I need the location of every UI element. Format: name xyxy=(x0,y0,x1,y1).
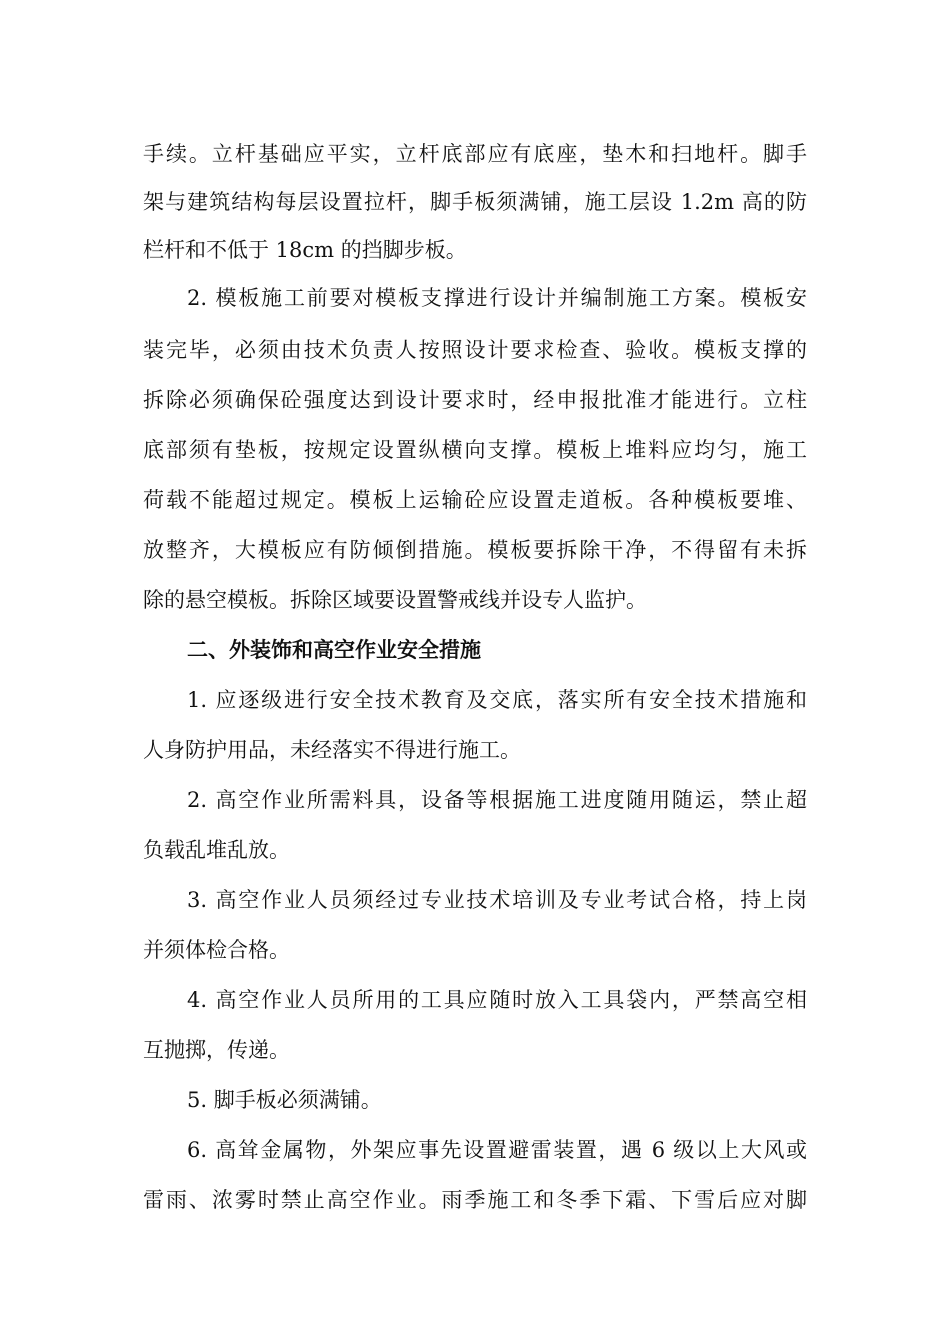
paragraph-line: 拆除必须确保砼强度达到设计要求时，经申报批准才能进行。立柱 xyxy=(143,388,807,412)
list-item-line: 2. 高空作业所需料具，设备等根据施工进度随用随运，禁止超 xyxy=(187,788,807,812)
paragraph-line: 放整齐，大模板应有防倾倒措施。模板要拆除干净，不得留有未拆 xyxy=(143,538,807,562)
list-item-line: 4. 高空作业人员所用的工具应随时放入工具袋内，严禁高空相 xyxy=(187,988,807,1012)
paragraph-line: 架与建筑结构每层设置拉杆，脚手板须满铺，施工层设 1.2m 高的防 xyxy=(143,190,807,214)
paragraph-line: 手续。立杆基础应平实，立杆底部应有底座，垫木和扫地杆。脚手 xyxy=(143,142,807,166)
list-item-line: 3. 高空作业人员须经过专业技术培训及专业考试合格，持上岗 xyxy=(187,888,807,912)
paragraph-line: 荷载不能超过规定。模板上运输砼应设置走道板。各种模板要堆、 xyxy=(143,488,807,512)
list-item-line: 1. 应逐级进行安全技术教育及交底，落实所有安全技术措施和 xyxy=(187,688,807,712)
list-item-line: 互抛掷，传递。 xyxy=(143,1038,290,1062)
list-item-line: 负载乱堆乱放。 xyxy=(143,838,290,862)
list-item-line: 6. 高耸金属物，外架应事先设置避雷装置，遇 6 级以上大风或 xyxy=(187,1138,807,1162)
section-heading: 二、外装饰和高空作业安全措施 xyxy=(187,638,481,662)
list-item-line: 5. 脚手板必须满铺。 xyxy=(187,1088,382,1112)
paragraph-line: 装完毕，必须由技术负责人按照设计要求检查、验收。模板支撑的 xyxy=(143,338,807,362)
paragraph-line: 栏杆和不低于 18cm 的挡脚步板。 xyxy=(143,238,467,262)
list-item-line: 人身防护用品，未经落实不得进行施工。 xyxy=(143,738,521,762)
paragraph-line: 底部须有垫板，按规定设置纵横向支撑。模板上堆料应均匀，施工 xyxy=(143,438,807,462)
paragraph-line: 除的悬空模板。拆除区域要设置警戒线并设专人监护。 xyxy=(143,588,647,612)
list-item-line: 并须体检合格。 xyxy=(143,938,290,962)
list-item-line: 雷雨、浓雾时禁止高空作业。雨季施工和冬季下霜、下雪后应对脚 xyxy=(143,1188,807,1212)
paragraph-line: 2. 模板施工前要对模板支撑进行设计并编制施工方案。模板安 xyxy=(187,286,807,310)
